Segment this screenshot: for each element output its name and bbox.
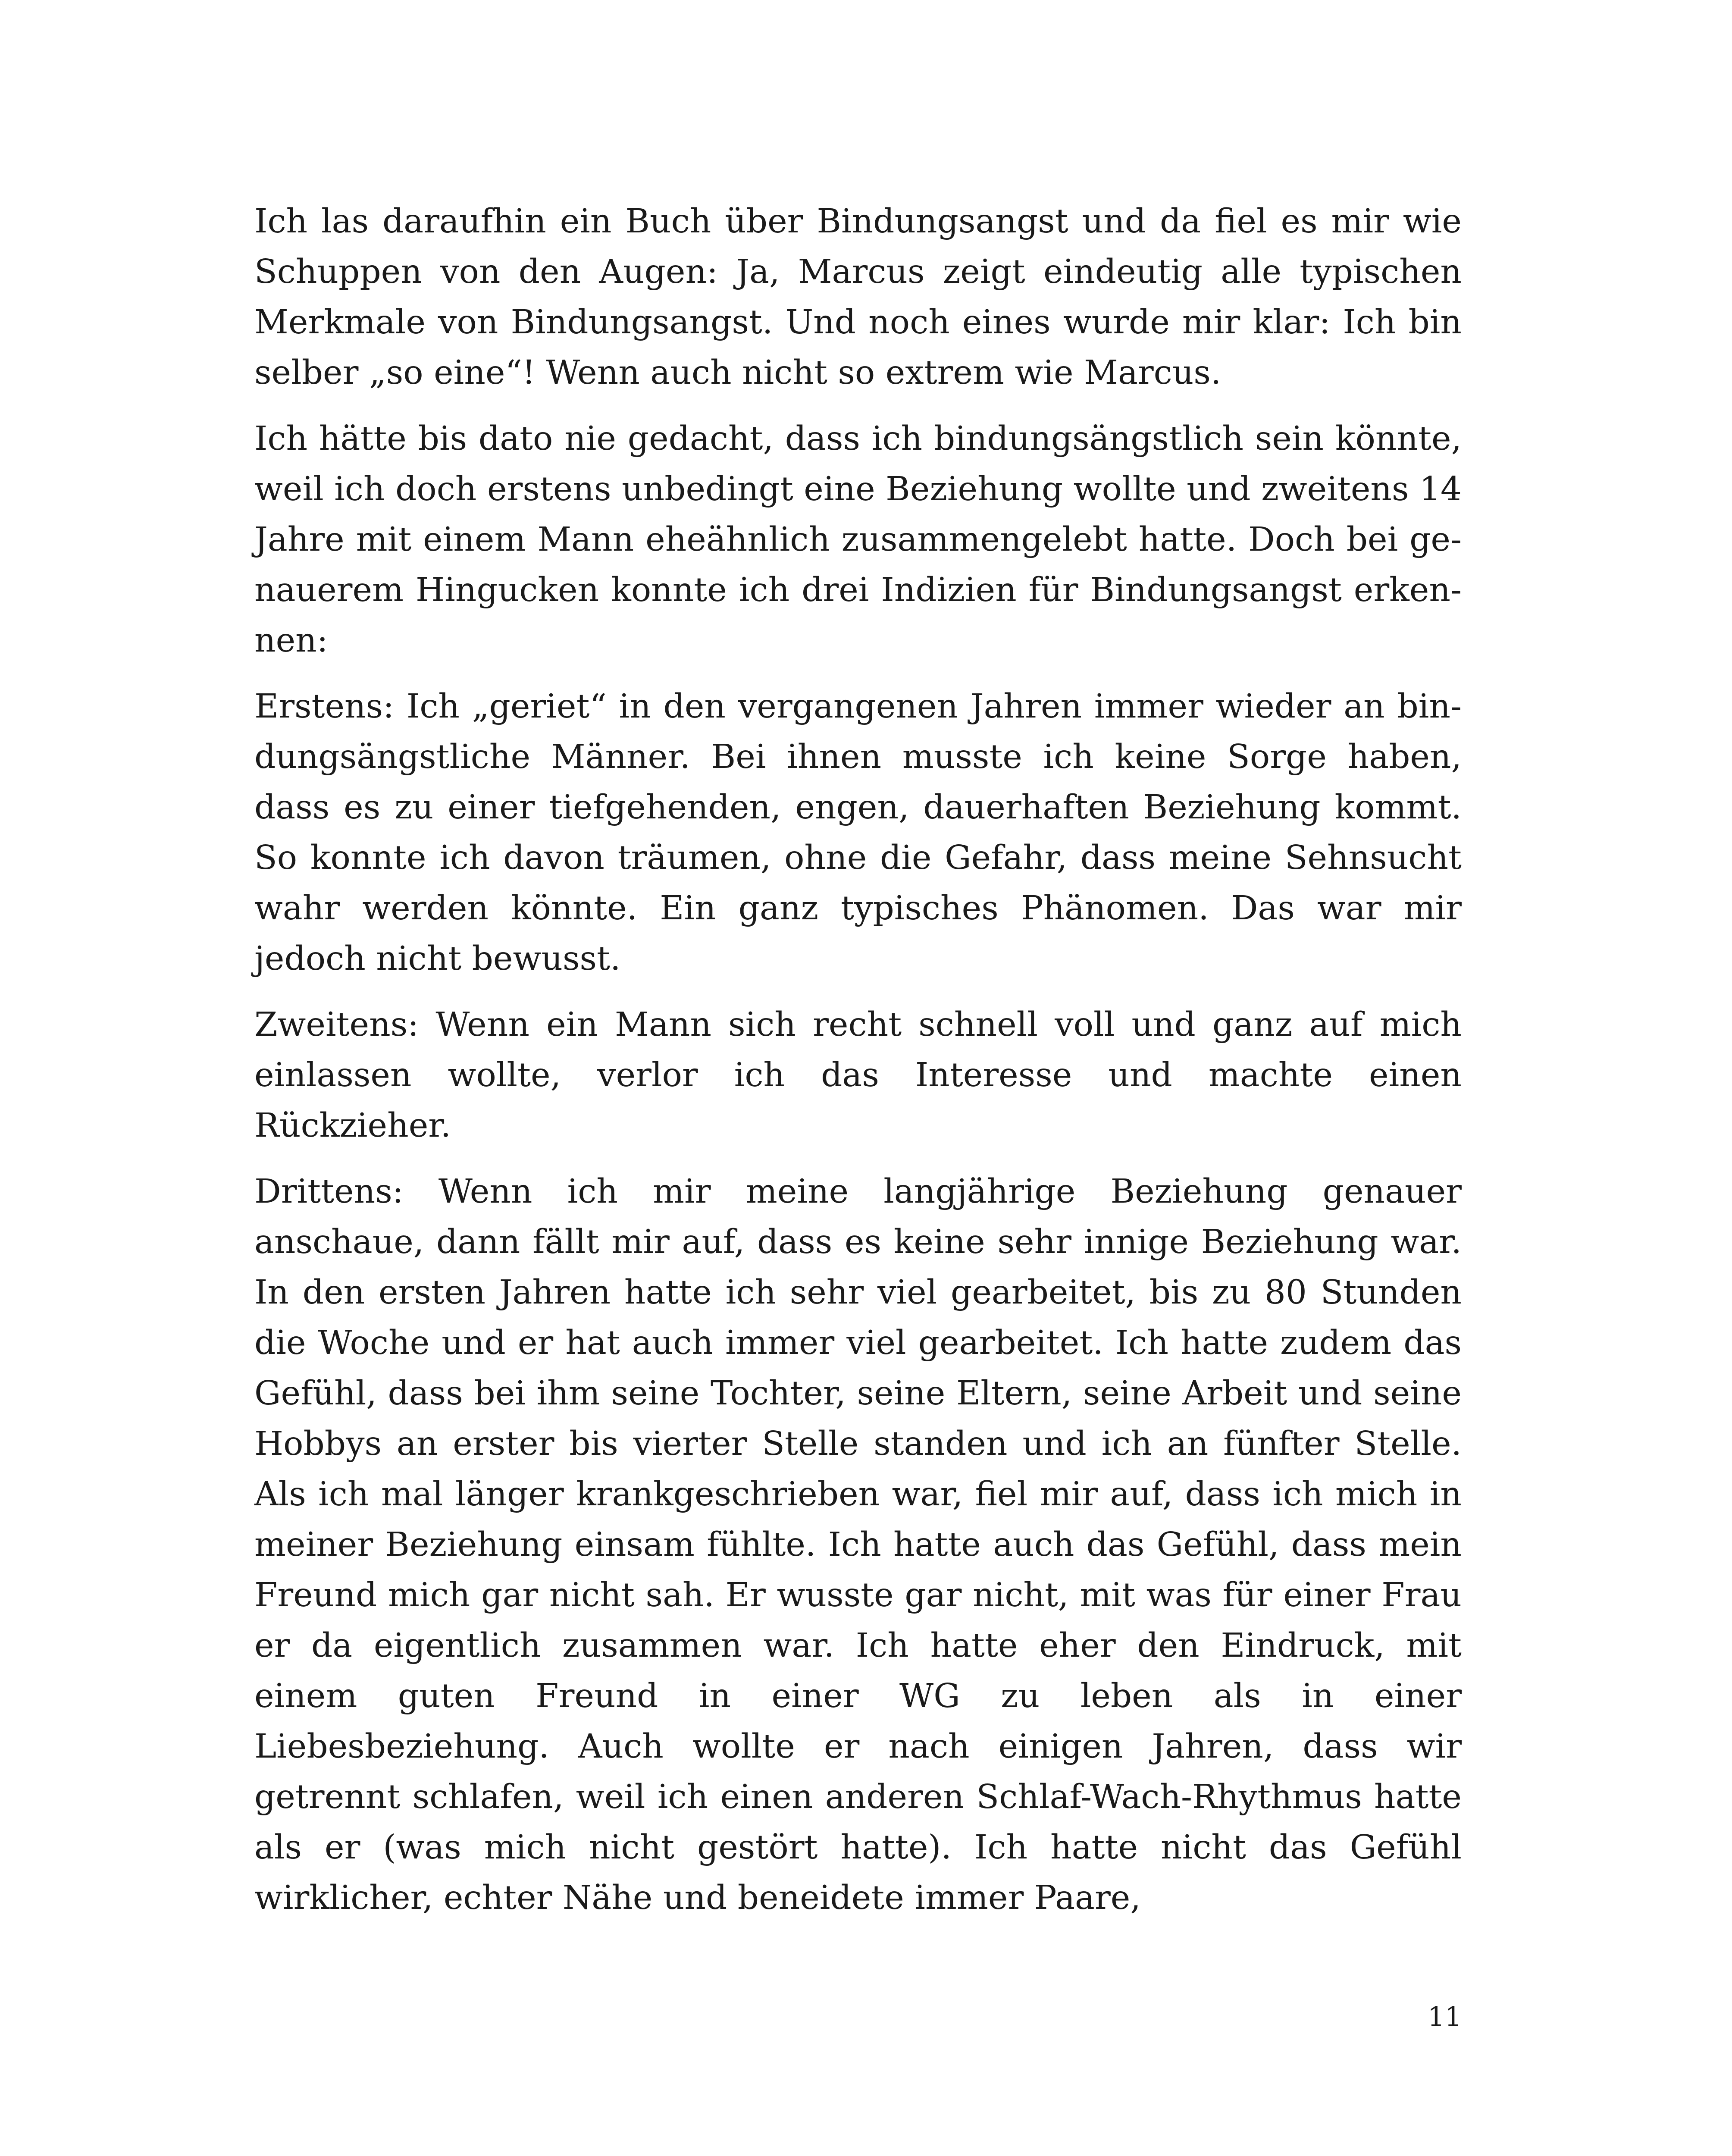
paragraph-2: Ich hätte bis dato nie gedacht, dass ich bindungsängstlich sein könnte, weil ich doch erstens unbedingt eine Beziehung wollte und zweitens 14 Jahre mit einem Mann eheähnlich zusammengelebt hatte. Doch bei genauerem Hingucken konnte ich drei Indizien für Bindungsangst erkennen: (254, 420, 1462, 660)
paragraph-3: Erstens: Ich „geriet“ in den vergangenen Jahren immer wieder an bindungsängstliche Männer. Bei ihnen musste ich keine Sorge haben, dass es zu einer tiefgehenden, engen, dauerhaften Beziehung kommt. So konnte ich davon träumen, ohne die Gefahr, dass meine Sehnsucht wahr werden könnte. Ein ganz typisches Phänomen. Das war mir jedoch nicht bewusst. (254, 687, 1462, 978)
paragraph-1: Ich las daraufhin ein Buch über Bindungsangst und da fiel es mir wie Schuppen von den Augen: Ja, Marcus zeigt eindeutig alle typischen Merkmale von Bindungsangst. Und noch eines wurde mir klar: Ich bin selber „so eine“! Wenn auch nicht so extrem wie Marcus. (254, 202, 1462, 392)
paragraph-5: Drittens: Wenn ich mir meine langjährige Beziehung genauer anschaue, dann fällt mir auf, dass es keine sehr innige Beziehung war. In den ersten Jahren hatte ich sehr viel gearbeitet, bis zu 80 Stunden die Woche und er hat auch immer viel gearbeitet. Ich hatte zudem das Gefühl, dass bei ihm seine Tochter, seine Eltern, seine Arbeit und seine Hobbys an erster bis vierter Stelle standen und ich an fünfter Stelle. Als ich mal länger krankgeschrieben war, fiel mir auf, dass ich mich in meiner Beziehung einsam fühlte. Ich hatte auch das Gefühl, dass mein Freund mich gar nicht sah. Er wusste gar nicht, mit was für einer Frau er da eigentlich zusammen war. Ich hatte eher den Eindruck, mit einem guten Freund in einer WG zu leben als in einer Liebesbeziehung. Auch wollte er nach einigen Jahren, dass wir getrennt schlafen, weil ich einen anderen Schlaf-Wach-Rhythmus hatte als er (was mich nicht gestört hatte). Ich hatte nicht das Gefühl wirklicher, echter Nähe und beneidete immer Paare, (254, 1172, 1462, 1917)
page-number: 11 (1428, 2001, 1462, 2032)
body-text (254, 196, 1462, 1939)
paragraph-4: Zweitens: Wenn ein Mann sich recht schnell voll und ganz auf mich einlassen wollte, verlor ich das Interesse und machte einen Rückzieher. (254, 1006, 1462, 1145)
